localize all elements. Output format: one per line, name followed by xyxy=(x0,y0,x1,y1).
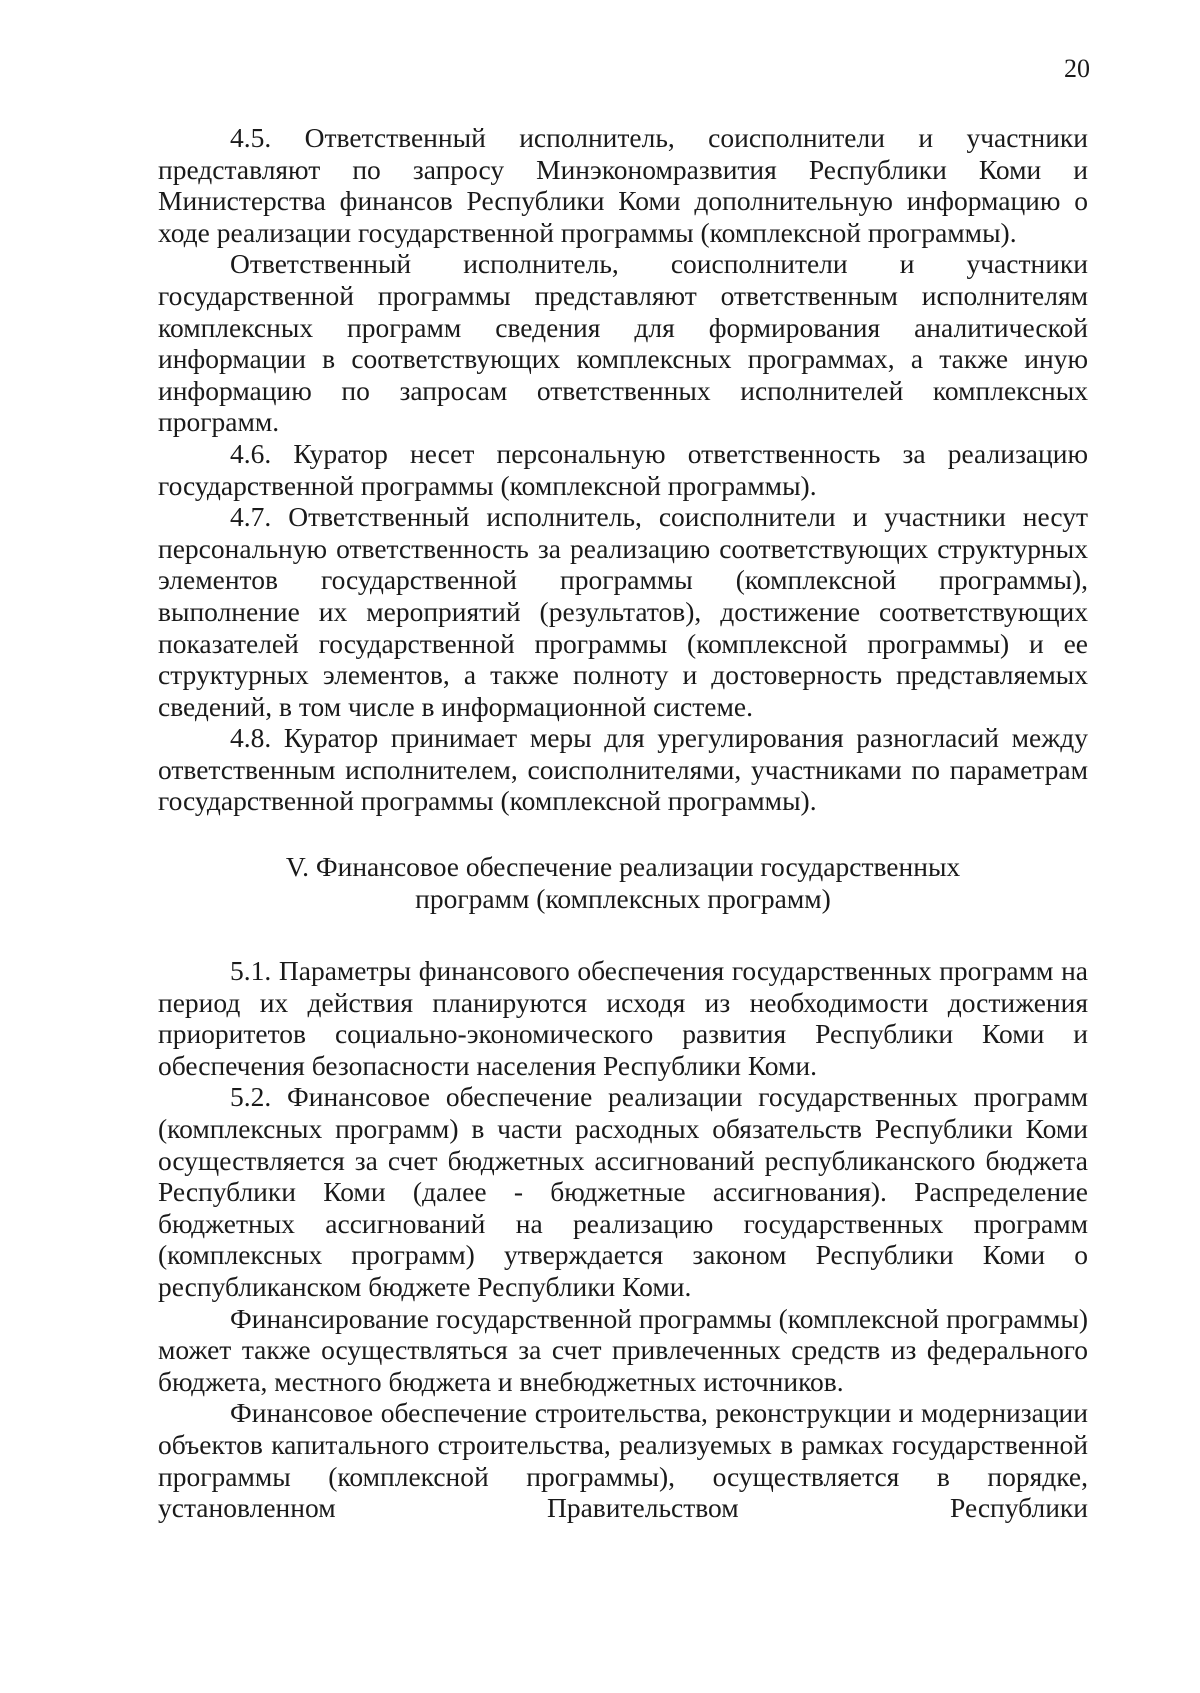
section-heading-line-1: V. Финансовое обеспечение реализации государственных xyxy=(285,851,961,883)
paragraph-4-7: 4.7. Ответственный исполнитель, соисполнители и участники несут персональную ответственность за реализацию соответствующих структурных элементов государственной программы (комплексной программы), выполнение их мероприятий (результатов), достижение соответствующих показателей государственной программы (комплексной программы) и ее структурных элементов, а также полноту и достоверность представляемых сведений, в том числе в информационной системе. xyxy=(158,501,1088,722)
paragraph-4-5: 4.5. Ответственный исполнитель, соисполнители и участники представляют по запросу Минэкономразвития Республики Коми и Министерства финансов Республики Коми дополнительную информацию о ходе реализации государственной программы (комплексной программы). xyxy=(158,122,1088,248)
paragraph-financing: Финансирование государственной программы (комплексной программы) может также осуществляться за счет привлеченных средств из федерального бюджета, местного бюджета и внебюджетных источников. xyxy=(158,1302,1088,1397)
paragraph-capital-construction: Финансовое обеспечение строительства, реконструкции и модернизации объектов капитального строительства, реализуемых в рамках государственной программы (комплексной программы), осуществляется в порядке, установленном Правительством Республики xyxy=(158,1397,1088,1524)
paragraph-5-1: 5.1. Параметры финансового обеспечения государственных программ на период их действия планируются исходя из необходимости достижения приоритетов социально-экономического развития Республики Коми и обеспечения безопасности населения Республики Коми. xyxy=(158,955,1088,1081)
paragraph-5-2: 5.2. Финансовое обеспечение реализации государственных программ (комплексных программ) в части расходных обязательств Республики Коми осуществляется за счет бюджетных ассигнований республиканского бюджета Республики Коми (далее - бюджетные ассигнования). Распределение бюджетных ассигнований на реализацию государственных программ (комплексных программ) утверждается законом Республики Коми о республиканском бюджете Республики Коми. xyxy=(158,1081,1088,1302)
section-heading-line-2: программ (комплексных программ) xyxy=(415,883,831,915)
paragraph-4-5-continued: Ответственный исполнитель, соисполнители и участники государственной программы представляют ответственным исполнителям комплексных программ сведения для формирования аналитической информации в соответствующих комплексных программах, а также иную информацию по запросам ответственных исполнителей комплексных программ. xyxy=(158,248,1088,438)
paragraph-4-6: 4.6. Куратор несет персональную ответственность за реализацию государственной программы (комплексной программы). xyxy=(158,437,1088,501)
section-heading xyxy=(158,851,1088,915)
paragraph-4-8: 4.8. Куратор принимает меры для урегулирования разногласий между ответственным исполнителем, соисполнителями, участниками по параметрам государственной программы (комплексной программы). xyxy=(158,722,1088,817)
page-number: 20 xyxy=(1064,54,1090,83)
document-body xyxy=(158,122,1088,1524)
